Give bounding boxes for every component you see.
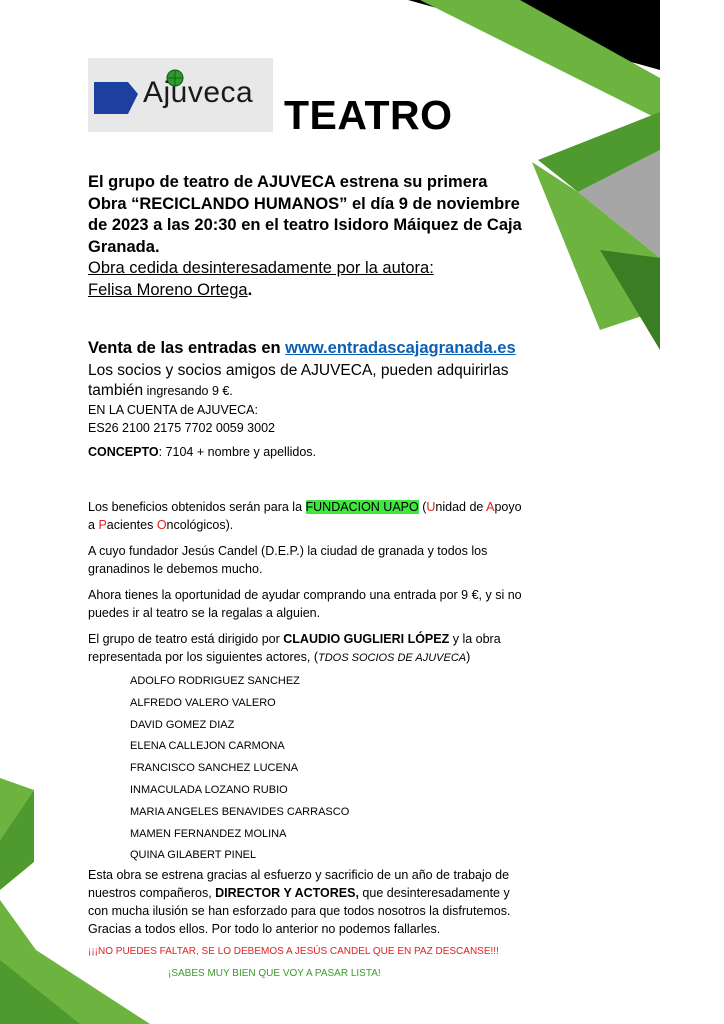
- letter-a: A: [486, 500, 495, 514]
- ayuda-paragraph: [88, 586, 558, 622]
- fundador-paragraph: [88, 542, 558, 578]
- list-item: INMACULADA LOZANO RUBIO: [130, 783, 288, 796]
- socios-line: [88, 361, 548, 401]
- page-title: TEATRO: [284, 92, 453, 138]
- credit-text-1: Obra cedida desinteresadamente por la autora:: [88, 259, 434, 277]
- closing-paragraph: [88, 866, 548, 938]
- ticket-sale-prefix: Venta de las entradas en: [88, 339, 286, 357]
- closing-line-4: Gracias a todos ellos. Por todo lo anterior no podemos fallarles.: [88, 922, 441, 936]
- list-item: MAMEN FERNANDEZ MOLINA: [130, 827, 287, 840]
- fundacion-highlight: FUNDACION UAPO: [305, 500, 419, 514]
- list-item: ELENA CALLEJON CARMONA: [130, 740, 285, 753]
- list-item: DAVID GOMEZ DIAZ: [130, 718, 235, 731]
- concepto-value: : 7104 + nombre y apellidos.: [158, 445, 317, 459]
- author-name: Felisa Moreno Ortega: [88, 280, 248, 299]
- actores-close: ): [466, 650, 471, 664]
- warning-green: ¡SABES MUY BIEN QUE VOY A PASAR LISTA!: [168, 968, 381, 979]
- account-label: EN LA CUENTA de AJUVECA:: [88, 403, 258, 417]
- benefits-paragraph: [88, 498, 558, 534]
- actores-note: TDOS SOCIOS DE AJUVECA: [318, 652, 467, 664]
- list-item: ADOLFO RODRIGUEZ SANCHEZ: [130, 675, 300, 687]
- closing-line-2-suffix: que desinteresadamente y: [358, 886, 510, 900]
- fundador-line-2: granadinos le debemos mucho.: [88, 562, 263, 576]
- benefits-nidad: nidad de: [435, 500, 487, 514]
- closing-line-2-bold: DIRECTOR Y ACTORES,: [215, 886, 359, 900]
- ticket-sale-block: [88, 337, 548, 461]
- list-item: QUINA GILABERT PINEL: [130, 849, 257, 862]
- director-prefix: El grupo de teatro está dirigido por: [88, 632, 284, 646]
- headline-block: [88, 172, 548, 301]
- credit-line-1: [88, 258, 548, 280]
- bank-account: [88, 401, 548, 437]
- letter-o: O: [156, 518, 167, 532]
- credit-line-2: [88, 280, 548, 302]
- ticket-sale-line: [88, 337, 548, 359]
- letter-p: P: [98, 518, 107, 532]
- closing-line-2-prefix: nuestros compañeros,: [88, 886, 216, 900]
- director-paragraph: [88, 630, 558, 667]
- headline-line-1: El grupo de teatro de AJUVECA estrena su primera: [88, 173, 488, 191]
- ingresando-text: ingresando 9 €.: [143, 384, 233, 398]
- socios-text: Los socios y socios amigos de AJUVECA, pueden adquirirlas: [88, 362, 509, 379]
- list-item: ALFREDO VALERO VALERO: [130, 696, 276, 709]
- concepto-label: CONCEPTO: [88, 445, 159, 459]
- ayuda-line-1: Ahora tienes la oportunidad de ayudar comprando una entrada por 9 €, y si no: [88, 588, 522, 602]
- actores-line: representada por los siguientes actores, (: [88, 650, 318, 664]
- closing-line-2: [88, 884, 548, 902]
- benefits-ncologicos: ncológicos).: [166, 518, 234, 532]
- ajuveca-logo: [88, 58, 273, 132]
- iban-value: ES26 2100 2175 7702 0059 3002: [88, 421, 275, 435]
- tambien-text: también: [88, 382, 144, 399]
- logo-text: Ajuveca: [143, 76, 254, 109]
- closing-line-1: Esta obra se estrena gracias al esfuerzo y sacrificio de un año de trabajo de: [88, 868, 510, 882]
- benefits-open: (: [418, 500, 427, 514]
- fundador-line-1: A cuyo fundador Jesús Candel (D.E.P.) la ciudad de granada y todos los: [88, 544, 488, 558]
- director-suffix: y la obra: [449, 632, 501, 646]
- benefits-acientes: acientes: [106, 518, 157, 532]
- ticket-sale-link[interactable]: www.entradascajagranada.es: [285, 339, 516, 357]
- warning-red: ¡¡¡NO PUEDES FALTAR, SE LO DEBEMOS A JESÚS CANDEL QUE EN PAZ DESCANSE!!!: [88, 946, 499, 957]
- letter-u: U: [426, 500, 436, 514]
- body-text: [88, 498, 558, 867]
- headline-line-4: Granada.: [88, 237, 160, 256]
- headline-line-3: de 2023 a las 20:30 en el teatro Isidoro Máiquez de Caja: [88, 216, 522, 234]
- director-name: CLAUDIO GUGLIERI LÓPEZ: [283, 632, 450, 646]
- headline-line-2: Obra “RECICLANDO HUMANOS” el día 9 de noviembre: [88, 194, 520, 213]
- actors-list: [130, 671, 558, 867]
- credit-period: .: [247, 280, 253, 299]
- ayuda-line-2: puedes ir al teatro se la regalas a alguien.: [88, 606, 321, 620]
- benefits-prefix: Los beneficios obtenidos serán para la: [88, 500, 306, 514]
- list-item: FRANCISCO SANCHEZ LUCENA: [130, 762, 299, 775]
- benefits-poyo: poyo: [494, 500, 522, 514]
- closing-line-3: con mucha ilusión se han esforzado para que todos nosotros la disfrutemos.: [88, 904, 511, 918]
- list-item: MARIA ANGELES BENAVIDES CARRASCO: [130, 805, 350, 818]
- logo-blue-arrow-icon: [94, 82, 138, 114]
- concepto-line: [88, 443, 548, 461]
- benefits-a: a: [88, 518, 99, 532]
